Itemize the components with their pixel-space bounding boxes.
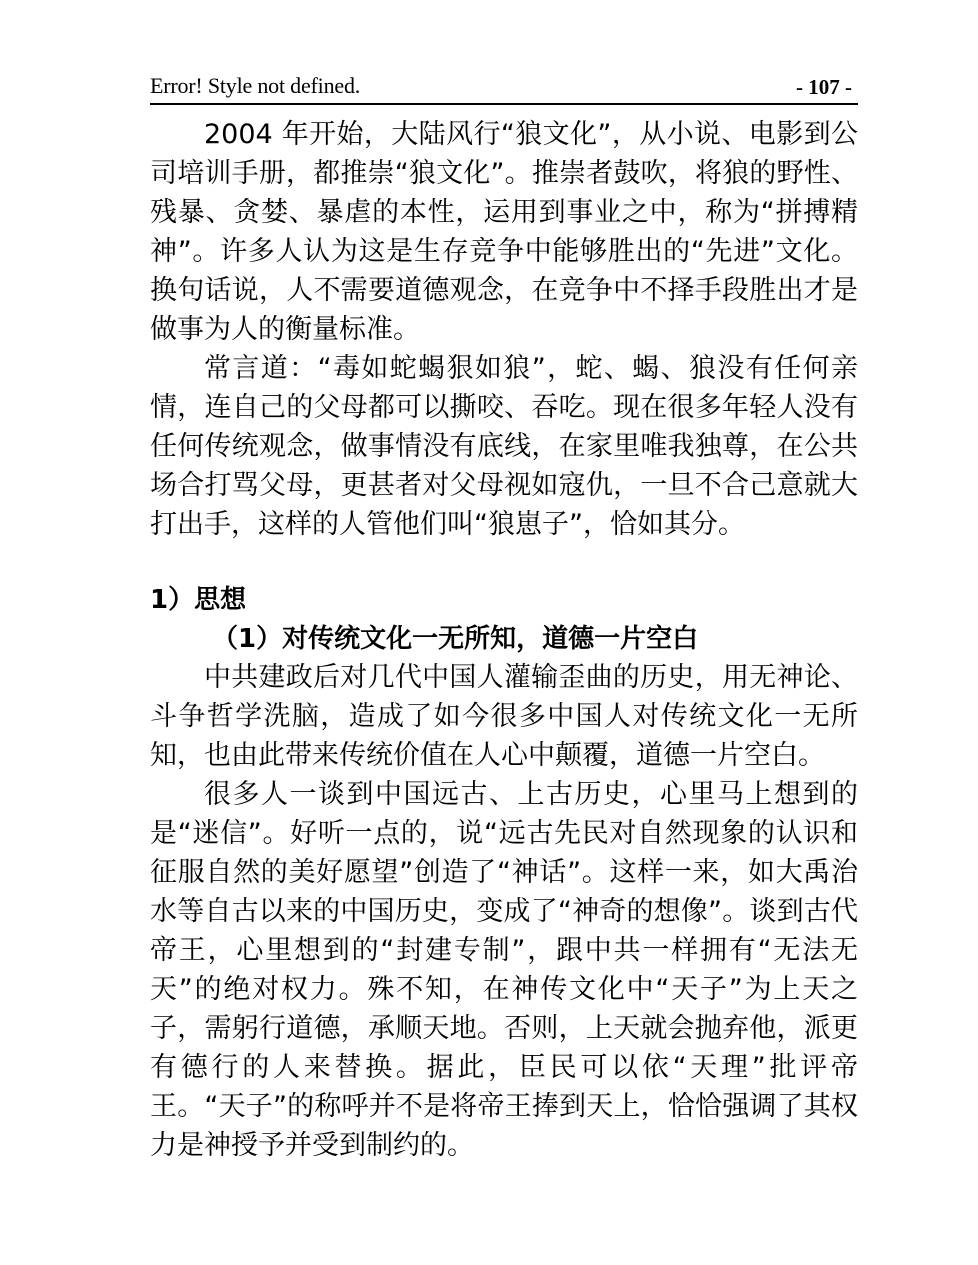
header-style-error-text: Error! Style not defined.	[150, 73, 361, 98]
section-heading-thought: 1）思想	[150, 585, 247, 615]
document-page	[150, 72, 858, 1252]
paragraph-wolf-culture: 2004 年开始，大陆风行“狼文化”，从小说、电影到公司培训手册，都推崇“狼文化”。推崇者鼓吹，将狼的野性、残暴、贪婪、暴虐的本性，运用到事业之中，称为“拼搏精神”。许多人认为这是生存竞争中能够胜出的“先进”文化。换句话说，人不需要道德观念，在竞争中不择手段胜出才是做事为人的衡量标准。	[150, 119, 858, 345]
subsection-heading-tradition: （1）对传统文化一无所知，道德一片空白	[212, 624, 699, 654]
paragraph-ancient-history: 很多人一谈到中国远古、上古历史，心里马上想到的是“迷信”。好听一点的，说“远古先民对自然现象的认识和征服自然的美好愿望”创造了“神话”。这样一来，如大禹治水等自古以来的中国历史，变成了“神奇的想像”。谈到古代帝王，心里想到的“封建专制”，跟中共一样拥有“无法无天”的绝对权力。殊不知，在神传文化中“天子”为上天之子，需躬行道德，承顺天地。否则，上天就会抛弃他，派更有德行的人来替换。据此，臣民可以依“天理”批评帝王。“天子”的称呼并不是将帝王捧到天上，恰恰强调了其权力是神授予并受到制约的。	[150, 779, 858, 1161]
page-header	[150, 72, 858, 105]
paragraph-distorted-history: 中共建政后对几代中国人灌输歪曲的历史，用无神论、斗争哲学洗脑，造成了如今很多中国人对传统文化一无所知，也由此带来传统价值在人心中颠覆，道德一片空白。	[150, 662, 858, 771]
paragraph-wolf-cubs: 常言道：“毒如蛇蝎狠如狼”，蛇、蝎、狼没有任何亲情，连自己的父母都可以撕咬、吞吃。现在很多年轻人没有任何传统观念，做事情没有底线，在家里唯我独尊，在公共场合打骂父母，更甚者对父母视如寇仇，一旦不合己意就大打出手，这样的人管他们叫“狼崽子”，恰如其分。	[150, 353, 858, 540]
page-number: - 107 -	[796, 75, 852, 99]
